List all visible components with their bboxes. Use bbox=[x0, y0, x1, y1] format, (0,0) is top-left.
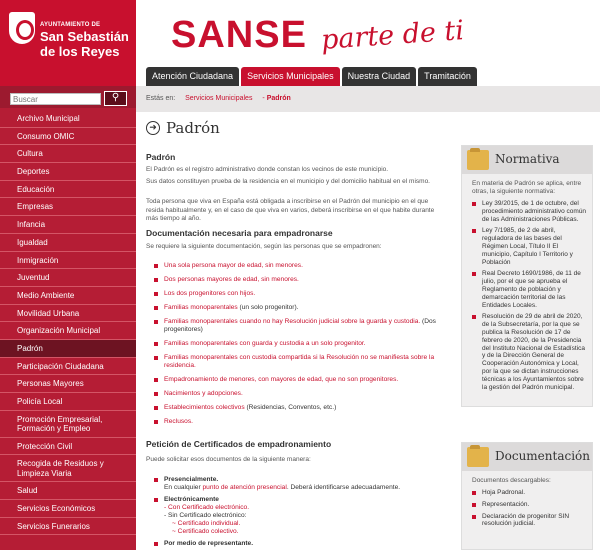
search-button[interactable] bbox=[104, 91, 127, 106]
arrow-right-icon: ➜ bbox=[146, 121, 160, 135]
list-item bbox=[154, 354, 444, 370]
doc-item-link[interactable]: Familias monoparentales con custodia compartida si la Resolución no se manifiesta sobre la residencia. bbox=[164, 354, 435, 369]
normativa-item[interactable]: Ley 39/2015, de 1 de octubre, del procedimiento administrativo común de las Administraciones Públicas. bbox=[472, 200, 588, 223]
section-heading-certificados: Petición de Certificados de empadronamiento bbox=[146, 439, 332, 449]
doc-item-link[interactable]: Establecimientos colectivos bbox=[164, 404, 245, 411]
doc-item-link[interactable]: Reclusos. bbox=[164, 418, 193, 425]
sidebar-item[interactable]: Empresas bbox=[0, 198, 136, 216]
section-heading-documentacion: Documentación necesaria para empadronarse bbox=[146, 228, 333, 238]
list-item bbox=[154, 376, 444, 384]
sidebar-item[interactable]: Servicios Funerarios bbox=[0, 518, 136, 536]
paragraph-4: Se requiere la siguiente documentación, según las personas que se empadronen: bbox=[146, 243, 382, 250]
sidebar-item[interactable]: Educación bbox=[0, 181, 136, 199]
banner-slogan: parte de ti bbox=[320, 15, 465, 56]
sidebar-item[interactable]: Igualdad bbox=[0, 234, 136, 252]
documentacion-intro: Documentos descargables: bbox=[472, 477, 551, 484]
municipality-logo[interactable] bbox=[0, 0, 136, 86]
normativa-item[interactable]: Resolución de 29 de abril de 2020, de la Subsecretaría, por la que se publica la Resolución de 17 de febrero de 2020, de la Presidencia del Instituto Nacional de Estadística y de la Dirección General de Cooperación Autonómica y Local, por la que se dictan instrucciones técnicas a los Ayuntamientos sobre la gestión del Padrón municipal. bbox=[472, 313, 588, 391]
folder-icon bbox=[467, 150, 489, 170]
documentacion-header bbox=[462, 443, 592, 471]
normativa-title: Normativa bbox=[495, 152, 560, 166]
breadcrumb-label: Estás en: bbox=[146, 95, 176, 102]
shield-icon bbox=[9, 12, 35, 44]
list-item bbox=[154, 276, 444, 284]
logo-city-line1: San Sebastián bbox=[40, 29, 129, 44]
documentacion-title: Documentación bbox=[495, 449, 590, 463]
tab-tramitaci-n[interactable]: Tramitación bbox=[418, 67, 477, 86]
punto-atencion-link[interactable]: punto de atención presencial bbox=[202, 484, 287, 491]
sidebar-item[interactable]: Salud bbox=[0, 482, 136, 500]
paragraph-3: Toda persona que viva en España está obligada a inscribirse en el Padrón del municipio en el que resida habitualmente y, en el caso de que viva en varios, deberá inscribirse en el que habite durante más tiempo al año. bbox=[146, 198, 435, 222]
sidebar-item[interactable]: Inmigración bbox=[0, 252, 136, 270]
doc-item-link[interactable]: Familias monoparentales cuando no hay Resolución judicial sobre la guarda y custodia. bbox=[164, 318, 421, 325]
page-title-row bbox=[146, 118, 446, 140]
download-item[interactable]: Representación. bbox=[472, 501, 588, 509]
sidebar-item[interactable]: Policía Local bbox=[0, 393, 136, 411]
list-item bbox=[154, 262, 444, 270]
normativa-list bbox=[462, 198, 592, 399]
documentation-list bbox=[154, 262, 444, 432]
cert-electronic-title: Electrónicamente bbox=[164, 496, 219, 503]
sidebar-item[interactable]: Juventud bbox=[0, 269, 136, 287]
sidebar-item[interactable]: Movilidad Urbana bbox=[0, 305, 136, 323]
sidebar-nav bbox=[0, 110, 136, 535]
banner-title: SANSE bbox=[171, 14, 307, 56]
documentacion-box bbox=[461, 442, 593, 550]
sidebar-item[interactable]: Recogida de Residuos y Limpieza Viaria bbox=[0, 455, 136, 482]
certificado-individual-link[interactable]: ~ Certificado individual. bbox=[172, 520, 241, 527]
list-item bbox=[154, 476, 444, 492]
download-item[interactable]: Hoja Padronal. bbox=[472, 489, 588, 497]
doc-item-link[interactable]: Familias monoparentales bbox=[164, 304, 238, 311]
download-item[interactable]: Declaración de progenitor SIN resolución judicial. bbox=[472, 513, 588, 529]
doc-item-link[interactable]: Una sola persona mayor de edad, sin menores. bbox=[164, 262, 303, 269]
normativa-header bbox=[462, 146, 592, 174]
breadcrumb-current: Padrón bbox=[266, 95, 291, 102]
cert-presencial-post: . Deberá identificarse adecuadamente. bbox=[286, 484, 401, 491]
sin-certificado-label: - Sin Certificado electrónico: bbox=[164, 512, 247, 519]
main-content bbox=[146, 112, 446, 550]
sidebar-item[interactable]: Infancia bbox=[0, 216, 136, 234]
list-item bbox=[154, 540, 444, 548]
sidebar-item[interactable]: Protección Civil bbox=[0, 438, 136, 456]
sidebar-item[interactable]: Archivo Municipal bbox=[0, 110, 136, 128]
tab-servicios-municipales[interactable]: Servicios Municipales bbox=[241, 67, 340, 86]
logo-city-line2: de los Reyes bbox=[40, 44, 120, 59]
sidebar-item[interactable]: Consumo OMIC bbox=[0, 128, 136, 146]
sidebar-item[interactable]: Servicios Económicos bbox=[0, 500, 136, 518]
normativa-item[interactable]: Real Decreto 1690/1986, de 11 de julio, por el que se aprueba el Reglamento de población y demarcación territorial de las Entidades Locales. bbox=[472, 270, 588, 309]
list-item bbox=[154, 318, 444, 334]
page-title: Padrón bbox=[166, 119, 220, 137]
main-tabs bbox=[146, 67, 479, 86]
cert-presencial-pre: En cualquier bbox=[164, 484, 203, 491]
doc-item-link[interactable]: Nacimientos y adopciones. bbox=[164, 390, 243, 397]
paragraph-1: El Padrón es el registro administrativo donde constan los vecinos de este municipio. bbox=[146, 166, 389, 173]
doc-item-link[interactable]: Los dos progenitores con hijos. bbox=[164, 290, 256, 297]
breadcrumb-separator: - bbox=[262, 95, 265, 102]
tab-atenci-n-ciudadana[interactable]: Atención Ciudadana bbox=[146, 67, 239, 86]
sidebar-item[interactable]: Organización Municipal bbox=[0, 322, 136, 340]
sidebar-item[interactable]: Cultura bbox=[0, 145, 136, 163]
sidebar-item[interactable]: Padrón bbox=[0, 340, 136, 358]
cert-representante-title: Por medio de representante. bbox=[164, 540, 254, 547]
paragraph-2: Sus datos constituyen prueba de la residencia en el municipio y del domicilio habitual en el mismo. bbox=[146, 178, 430, 185]
sidebar-item[interactable]: Promoción Empresarial, Formación y Empleo bbox=[0, 411, 136, 438]
doc-item-note: (un solo progenitor). bbox=[237, 304, 299, 311]
search-input[interactable] bbox=[10, 93, 101, 105]
doc-item-note: (Residencias, Conventos, etc.) bbox=[244, 404, 337, 411]
list-item bbox=[154, 340, 444, 348]
normativa-item[interactable]: Ley 7/1985, de 2 de abril, reguladora de las bases del Régimen Local, Título II El municipio, Capítulo I Territorio y Población bbox=[472, 227, 588, 266]
list-item bbox=[154, 418, 444, 426]
certificado-colectivo-link[interactable]: ~ Certificado colectivo. bbox=[172, 528, 239, 535]
sidebar-item[interactable]: Participación Ciudadana bbox=[0, 358, 136, 376]
list-item bbox=[154, 404, 444, 412]
doc-item-link[interactable]: Empadronamiento de menores, con mayores de edad, que no son progenitores. bbox=[164, 376, 399, 383]
sidebar-item[interactable]: Deportes bbox=[0, 163, 136, 181]
list-item bbox=[154, 290, 444, 298]
logo-ayto-text: AYUNTAMIENTO DE bbox=[40, 22, 101, 28]
folder-icon bbox=[467, 447, 489, 467]
breadcrumb-link[interactable]: Servicios Municipales bbox=[185, 95, 253, 102]
header bbox=[136, 0, 600, 86]
list-item bbox=[154, 304, 444, 312]
cert-presencial-title: Presencialmente. bbox=[164, 476, 219, 483]
list-item bbox=[154, 390, 444, 398]
doc-item-note: (Dos progenitores) bbox=[164, 318, 436, 333]
tab-nuestra-ciudad[interactable]: Nuestra Ciudad bbox=[342, 67, 417, 86]
breadcrumb bbox=[136, 86, 600, 112]
left-sidebar bbox=[0, 0, 136, 550]
normativa-box bbox=[461, 145, 593, 407]
con-certificado-link[interactable]: - Con Certificado electrónico. bbox=[164, 504, 250, 511]
list-item bbox=[154, 496, 444, 536]
normativa-intro: En materia de Padrón se aplica, entre otras, la siguiente normativa: bbox=[472, 180, 582, 195]
doc-item-link[interactable]: Familias monoparentales con guarda y custodia a un solo progenitor. bbox=[164, 340, 366, 347]
paragraph-5: Puede solicitar esos documentos de la siguiente manera: bbox=[146, 456, 311, 463]
sidebar-item[interactable]: Personas Mayores bbox=[0, 375, 136, 393]
section-heading-padron: Padrón bbox=[146, 152, 176, 162]
certificates-list bbox=[154, 476, 444, 548]
documentacion-list bbox=[462, 487, 592, 536]
doc-item-link[interactable]: Dos personas mayores de edad, sin menores. bbox=[164, 276, 299, 283]
sidebar-item[interactable]: Medio Ambiente bbox=[0, 287, 136, 305]
search-icon: ⚲ bbox=[111, 92, 120, 103]
